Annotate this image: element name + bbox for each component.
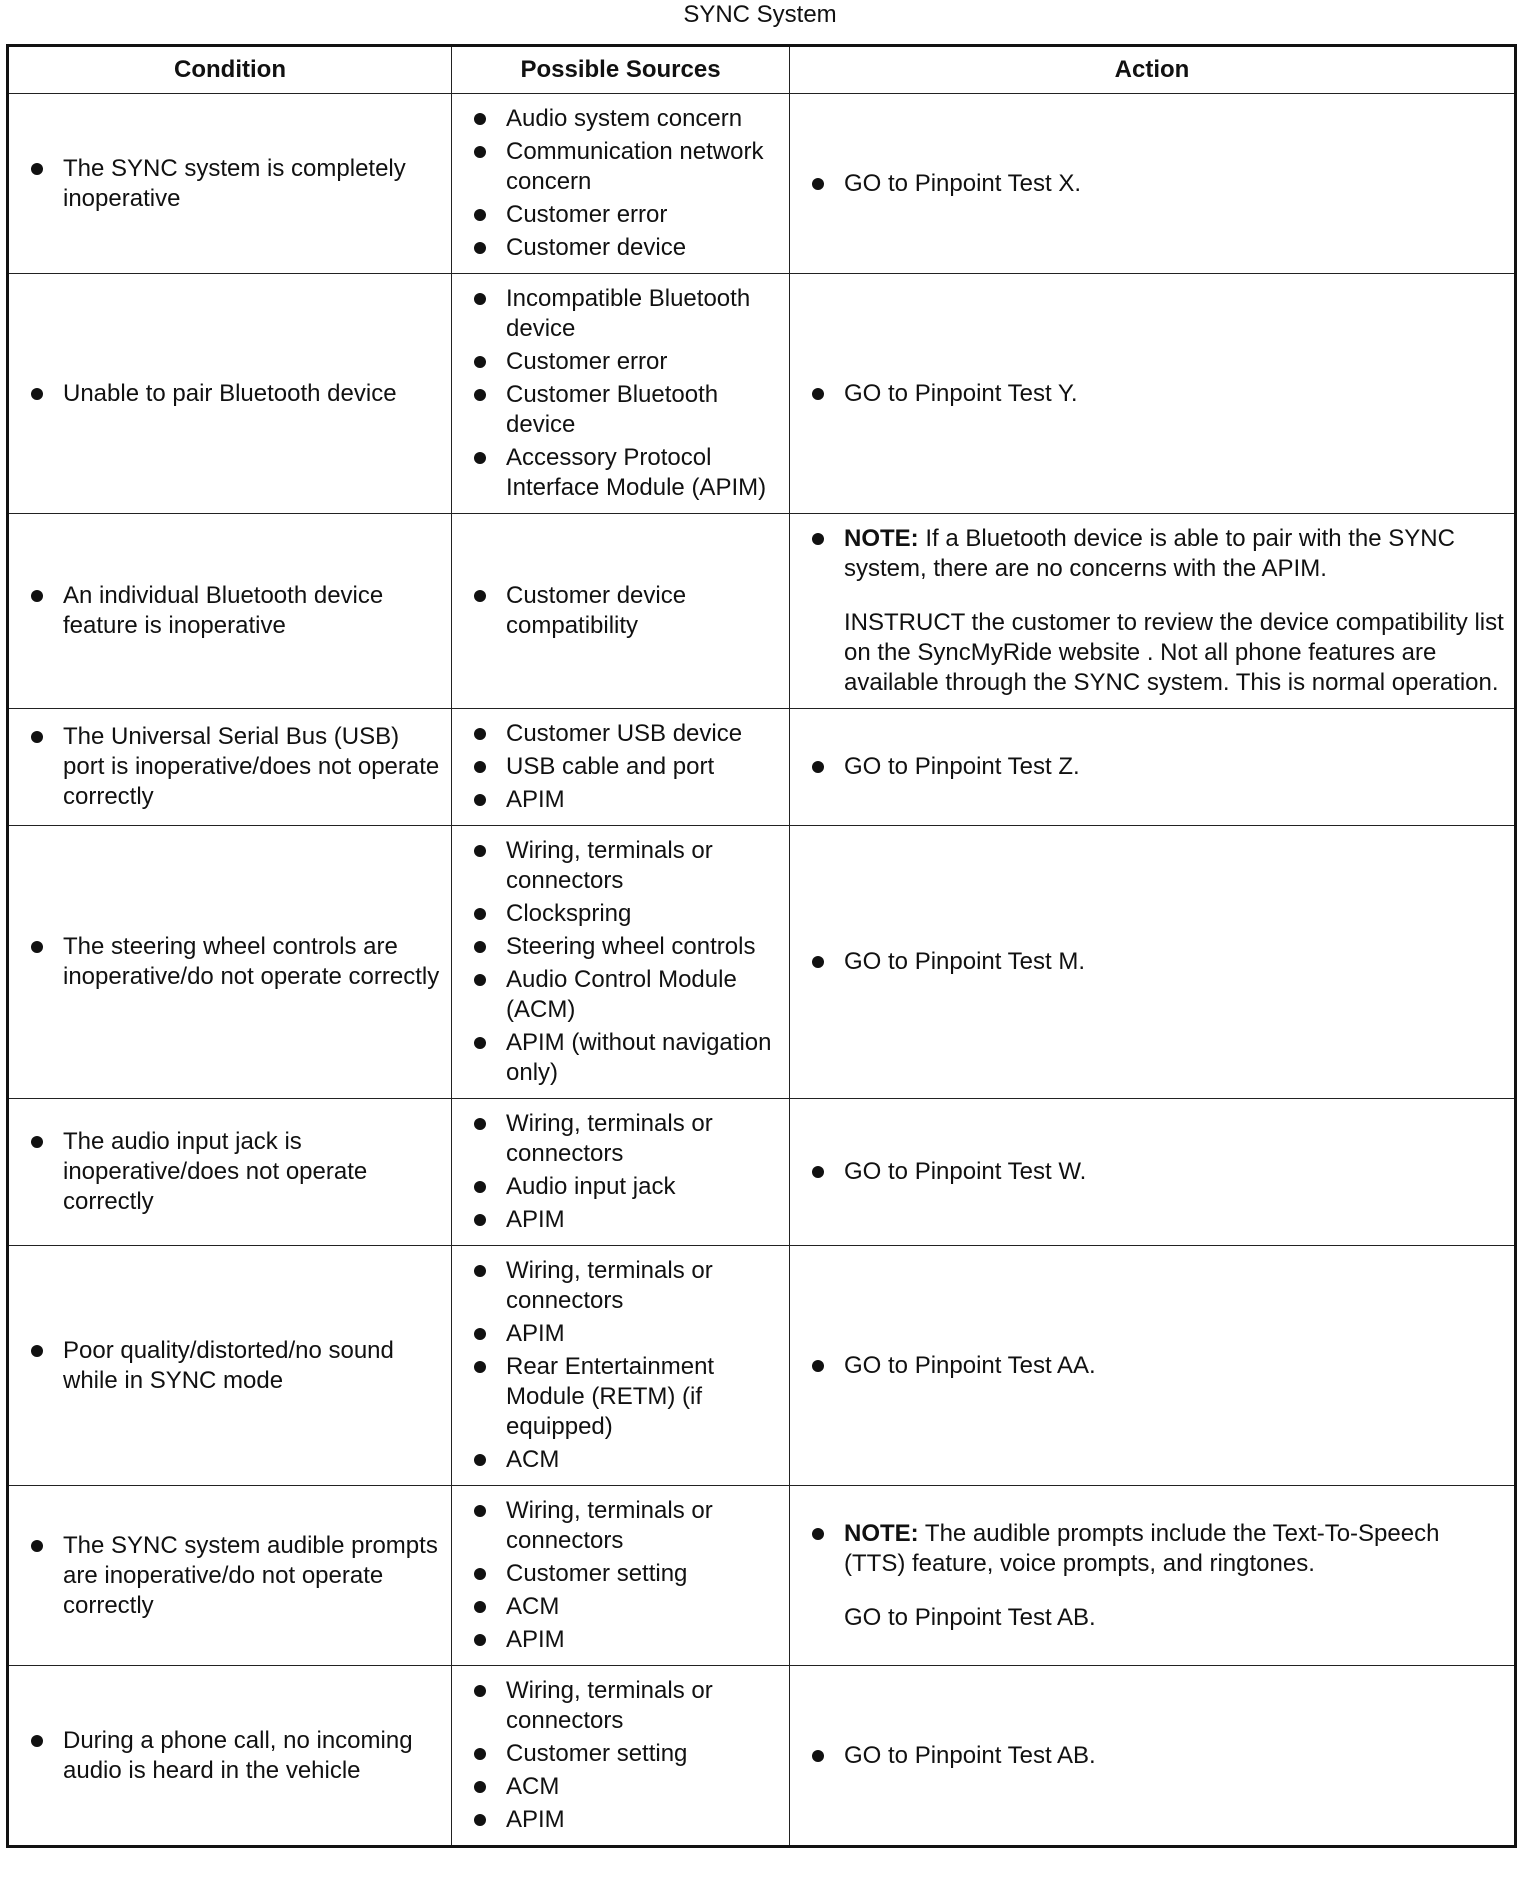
source-item: Customer setting	[470, 1739, 779, 1769]
action-cell	[790, 1486, 1516, 1666]
sources-cell	[452, 1246, 790, 1486]
source-item: Customer device	[470, 233, 779, 263]
source-item: ACM	[470, 1445, 779, 1475]
source-item: Audio system concern	[470, 104, 779, 134]
condition-text: Poor quality/distorted/no sound while in SYNC mode	[27, 1336, 441, 1396]
action-note	[808, 524, 1504, 584]
action-cell	[790, 1666, 1516, 1847]
condition-text: The audio input jack is inoperative/does not operate correctly	[27, 1127, 441, 1217]
source-item: Clockspring	[470, 899, 779, 929]
table-row	[8, 1246, 1516, 1486]
condition-text: During a phone call, no incoming audio is heard in the vehicle	[27, 1726, 441, 1786]
action-cell	[790, 709, 1516, 826]
source-item: Wiring, terminals or connectors	[470, 1676, 779, 1736]
source-item: ACM	[470, 1772, 779, 1802]
action-text: GO to Pinpoint Test AB.	[808, 1741, 1504, 1771]
source-item: APIM	[470, 785, 779, 815]
note-label: NOTE:	[844, 1519, 919, 1547]
source-item: APIM	[470, 1805, 779, 1835]
condition-cell	[8, 1486, 452, 1666]
action-cell	[790, 1246, 1516, 1486]
source-item: USB cable and port	[470, 752, 779, 782]
action-text: GO to Pinpoint Test Y.	[808, 379, 1504, 409]
condition-cell	[8, 1099, 452, 1246]
header-condition: Condition	[8, 46, 452, 94]
condition-cell	[8, 1246, 452, 1486]
action-text: GO to Pinpoint Test W.	[808, 1157, 1504, 1187]
source-item: Steering wheel controls	[470, 932, 779, 962]
page-title: SYNC System	[683, 1, 837, 28]
table-row	[8, 826, 1516, 1099]
source-item: APIM (without navigation only)	[470, 1028, 779, 1088]
condition-cell	[8, 514, 452, 709]
action-cell	[790, 94, 1516, 274]
action-instruction: GO to Pinpoint Test AB.	[844, 1603, 1096, 1631]
source-item: APIM	[470, 1319, 779, 1349]
source-item: Customer setting	[470, 1559, 779, 1589]
source-item: Customer error	[470, 200, 779, 230]
source-item: Customer error	[470, 347, 779, 377]
header-possible-sources: Possible Sources	[452, 46, 790, 94]
action-cell	[790, 274, 1516, 514]
table-row	[8, 94, 1516, 274]
table-row	[8, 1666, 1516, 1847]
header-row	[8, 46, 1516, 94]
condition-cell	[8, 1666, 452, 1847]
action-text: GO to Pinpoint Test Z.	[808, 752, 1504, 782]
action-text: GO to Pinpoint Test M.	[808, 947, 1504, 977]
table-row	[8, 274, 1516, 514]
condition-cell	[8, 826, 452, 1099]
condition-text: Unable to pair Bluetooth device	[27, 379, 441, 409]
source-item: APIM	[470, 1625, 779, 1655]
source-item: ACM	[470, 1592, 779, 1622]
source-item: APIM	[470, 1205, 779, 1235]
sources-cell	[452, 1666, 790, 1847]
source-item: Customer Bluetooth device	[470, 380, 779, 440]
source-item: Communication network concern	[470, 137, 779, 197]
source-item: Incompatible Bluetooth device	[470, 284, 779, 344]
condition-cell	[8, 709, 452, 826]
condition-text: An individual Bluetooth device feature is inoperative	[27, 581, 441, 641]
action-cell	[790, 1099, 1516, 1246]
sources-cell	[452, 709, 790, 826]
note-label: NOTE:	[844, 525, 919, 552]
source-item: Wiring, terminals or connectors	[470, 1496, 779, 1556]
action-note	[808, 1519, 1504, 1579]
source-item: Customer USB device	[470, 719, 779, 749]
table-row	[8, 1486, 1516, 1666]
source-item: Accessory Protocol Interface Module (APIM)	[470, 443, 779, 503]
sources-cell	[452, 1099, 790, 1246]
condition-text: The steering wheel controls are inoperative/do not operate correctly	[27, 932, 441, 992]
note-text: The audible prompts include the Text-To-Speech (TTS) feature, voice prompts, and ringtones.	[844, 1519, 1440, 1577]
source-item: Customer device compatibility	[470, 581, 779, 641]
sources-cell	[452, 826, 790, 1099]
table-row	[8, 1099, 1516, 1246]
table-row	[8, 514, 1516, 709]
condition-text: The Universal Serial Bus (USB) port is inoperative/does not operate correctly	[27, 722, 441, 812]
condition-text: The SYNC system audible prompts are inoperative/do not operate correctly	[27, 1531, 441, 1621]
source-item: Wiring, terminals or connectors	[470, 1109, 779, 1169]
source-item: Wiring, terminals or connectors	[470, 1256, 779, 1316]
action-cell	[790, 826, 1516, 1099]
sources-cell	[452, 514, 790, 709]
action-text: GO to Pinpoint Test X.	[808, 169, 1504, 199]
condition-cell	[8, 94, 452, 274]
action-text: GO to Pinpoint Test AA.	[808, 1351, 1504, 1381]
table-row	[8, 709, 1516, 826]
note-text: If a Bluetooth device is able to pair with the SYNC system, there are no concerns with the APIM.	[844, 525, 1455, 582]
sources-cell	[452, 94, 790, 274]
source-item: Rear Entertainment Module (RETM) (if equipped)	[470, 1352, 779, 1442]
header-action: Action	[790, 46, 1516, 94]
source-item: Audio input jack	[470, 1172, 779, 1202]
source-item: Wiring, terminals or connectors	[470, 836, 779, 896]
sources-cell	[452, 1486, 790, 1666]
condition-cell	[8, 274, 452, 514]
sync-diagnostic-table	[6, 44, 1517, 1848]
condition-text: The SYNC system is completely inoperative	[27, 154, 441, 214]
sources-cell	[452, 274, 790, 514]
action-cell	[790, 514, 1516, 709]
action-instruction: INSTRUCT the customer to review the device compatibility list on the SyncMyRide website . Not all phone features are available through the SYNC system. This is normal operation.	[844, 609, 1504, 696]
source-item: Audio Control Module (ACM)	[470, 965, 779, 1025]
